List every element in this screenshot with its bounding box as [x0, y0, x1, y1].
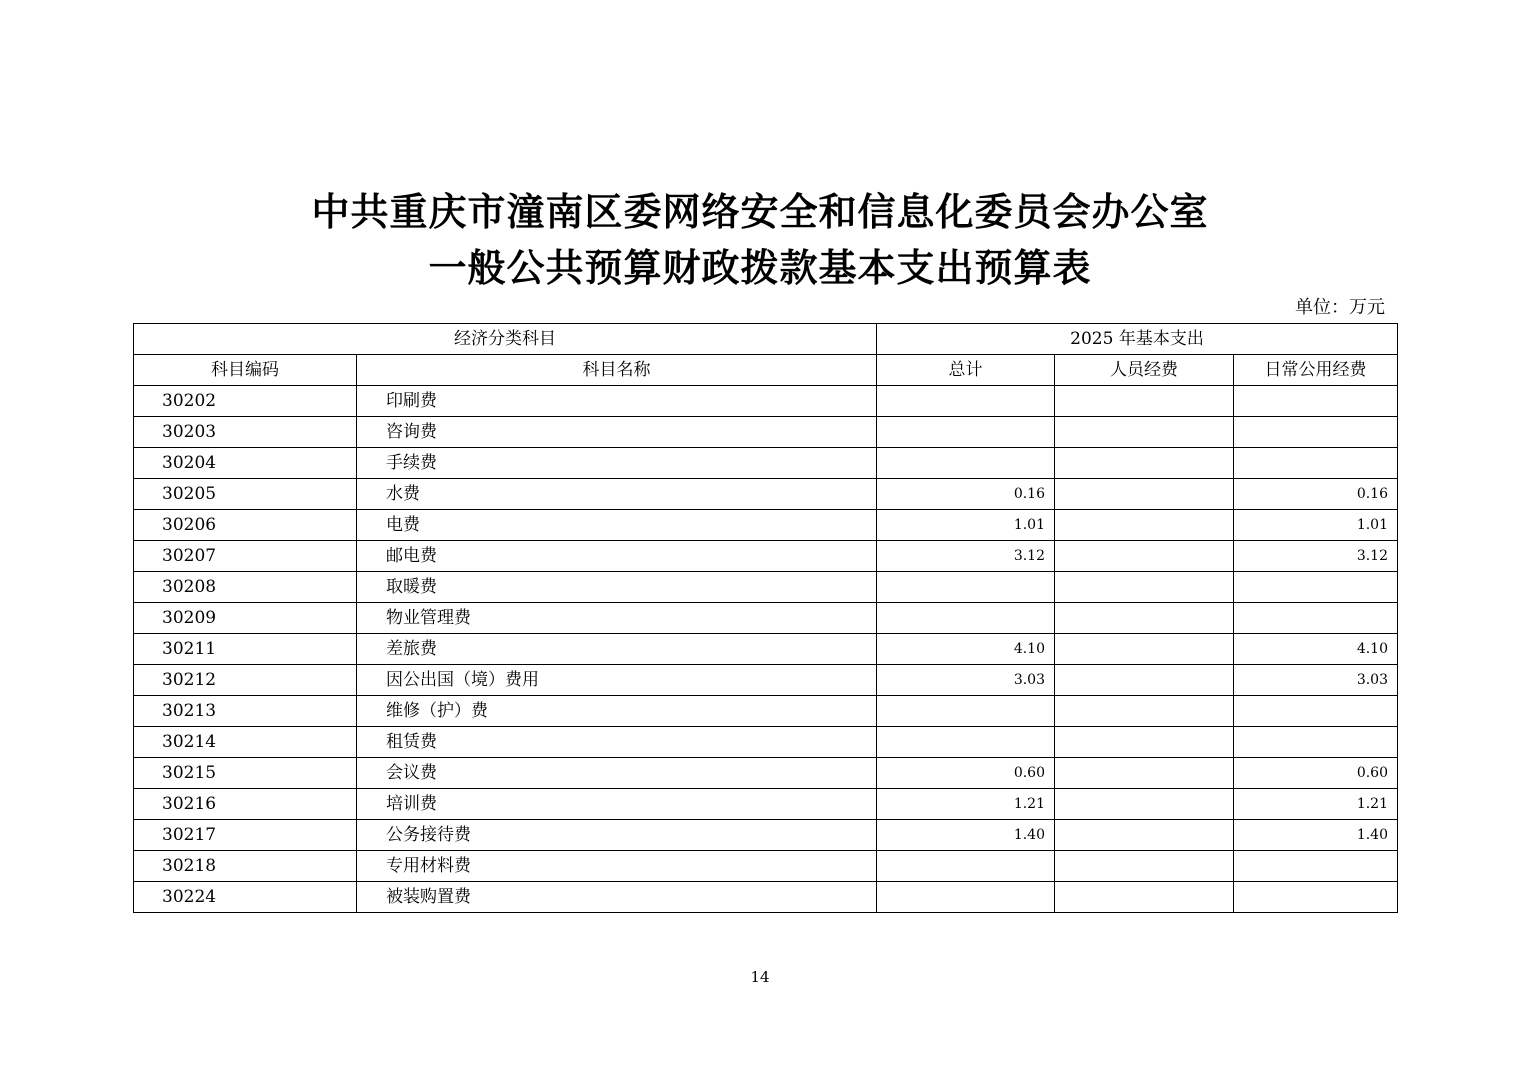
cell-total: [877, 727, 1055, 758]
cell-name: 专用材料费: [357, 851, 877, 882]
cell-personnel: [1055, 758, 1234, 789]
cell-public: [1234, 417, 1398, 448]
cell-public: 3.03: [1234, 665, 1398, 696]
cell-public: [1234, 696, 1398, 727]
cell-code: 30213: [134, 696, 357, 727]
cell-total: [877, 572, 1055, 603]
cell-code: 30207: [134, 541, 357, 572]
cell-total: [877, 603, 1055, 634]
cell-total: 0.60: [877, 758, 1055, 789]
cell-code: 30208: [134, 572, 357, 603]
cell-code: 30202: [134, 386, 357, 417]
cell-personnel: [1055, 789, 1234, 820]
cell-name: 公务接待费: [357, 820, 877, 851]
cell-public: 0.16: [1234, 479, 1398, 510]
table-row: [134, 758, 1398, 789]
cell-personnel: [1055, 479, 1234, 510]
table-row: [134, 696, 1398, 727]
cell-name: 被装购置费: [357, 882, 877, 913]
cell-public: 3.12: [1234, 541, 1398, 572]
cell-personnel: [1055, 820, 1234, 851]
cell-code: 30205: [134, 479, 357, 510]
cell-personnel: [1055, 665, 1234, 696]
cell-name: 印刷费: [357, 386, 877, 417]
header-code: 科目编码: [134, 355, 357, 386]
cell-total: 4.10: [877, 634, 1055, 665]
cell-public: 1.40: [1234, 820, 1398, 851]
header-public: 日常公用经费: [1234, 355, 1398, 386]
table-row: [134, 386, 1398, 417]
cell-total: [877, 386, 1055, 417]
cell-code: 30203: [134, 417, 357, 448]
cell-name: 水费: [357, 479, 877, 510]
column-header-row: [134, 355, 1398, 386]
cell-total: 1.01: [877, 510, 1055, 541]
header-personnel: 人员经费: [1055, 355, 1234, 386]
cell-public: [1234, 386, 1398, 417]
document-title-line1: 中共重庆市潼南区委网络安全和信息化委员会办公室: [311, 189, 1209, 234]
cell-name: 手续费: [357, 448, 877, 479]
cell-personnel: [1055, 386, 1234, 417]
cell-name: 维修（护）费: [357, 696, 877, 727]
cell-public: [1234, 572, 1398, 603]
cell-code: 30224: [134, 882, 357, 913]
cell-personnel: [1055, 448, 1234, 479]
table-row: [134, 665, 1398, 696]
cell-public: [1234, 727, 1398, 758]
page-number: 14: [750, 968, 770, 986]
cell-public: [1234, 882, 1398, 913]
cell-total: [877, 851, 1055, 882]
cell-name: 电费: [357, 510, 877, 541]
cell-personnel: [1055, 727, 1234, 758]
cell-code: 30206: [134, 510, 357, 541]
cell-public: 0.60: [1234, 758, 1398, 789]
cell-personnel: [1055, 572, 1234, 603]
cell-total: 1.40: [877, 820, 1055, 851]
cell-public: 4.10: [1234, 634, 1398, 665]
cell-total: [877, 696, 1055, 727]
cell-name: 因公出国（境）费用: [357, 665, 877, 696]
cell-public: [1234, 603, 1398, 634]
header-basic-expense: 2025 年基本支出: [877, 324, 1398, 355]
cell-name: 取暖费: [357, 572, 877, 603]
cell-total: 1.21: [877, 789, 1055, 820]
cell-code: 30217: [134, 820, 357, 851]
cell-name: 物业管理费: [357, 603, 877, 634]
table-row: [134, 603, 1398, 634]
cell-personnel: [1055, 851, 1234, 882]
cell-public: 1.21: [1234, 789, 1398, 820]
cell-personnel: [1055, 510, 1234, 541]
table-body: [134, 386, 1398, 913]
table-row: [134, 541, 1398, 572]
cell-name: 差旅费: [357, 634, 877, 665]
table-row: [134, 448, 1398, 479]
header-total: 总计: [877, 355, 1055, 386]
table-row: [134, 789, 1398, 820]
cell-name: 租赁费: [357, 727, 877, 758]
table-row: [134, 479, 1398, 510]
table-row: [134, 851, 1398, 882]
table-row: [134, 572, 1398, 603]
document-title-line2: 一般公共预算财政拨款基本支出预算表: [428, 245, 1092, 290]
cell-total: [877, 882, 1055, 913]
cell-name: 会议费: [357, 758, 877, 789]
cell-personnel: [1055, 634, 1234, 665]
cell-total: [877, 417, 1055, 448]
cell-total: 3.12: [877, 541, 1055, 572]
table-row: [134, 510, 1398, 541]
cell-public: 1.01: [1234, 510, 1398, 541]
group-header-row: [134, 324, 1398, 355]
unit-label: 单位：万元: [1295, 297, 1385, 318]
cell-code: 30211: [134, 634, 357, 665]
cell-code: 30212: [134, 665, 357, 696]
header-name: 科目名称: [357, 355, 877, 386]
cell-total: 0.16: [877, 479, 1055, 510]
cell-name: 培训费: [357, 789, 877, 820]
cell-code: 30214: [134, 727, 357, 758]
cell-personnel: [1055, 696, 1234, 727]
cell-personnel: [1055, 882, 1234, 913]
budget-table: [133, 323, 1398, 913]
cell-code: 30209: [134, 603, 357, 634]
header-econ-class: 经济分类科目: [134, 324, 877, 355]
cell-public: [1234, 448, 1398, 479]
table-row: [134, 820, 1398, 851]
table-row: [134, 634, 1398, 665]
cell-code: 30215: [134, 758, 357, 789]
cell-personnel: [1055, 603, 1234, 634]
cell-code: 30218: [134, 851, 357, 882]
cell-total: 3.03: [877, 665, 1055, 696]
cell-total: [877, 448, 1055, 479]
table-row: [134, 417, 1398, 448]
cell-code: 30204: [134, 448, 357, 479]
cell-code: 30216: [134, 789, 357, 820]
cell-name: 咨询费: [357, 417, 877, 448]
cell-personnel: [1055, 417, 1234, 448]
table-row: [134, 727, 1398, 758]
table-row: [134, 882, 1398, 913]
cell-name: 邮电费: [357, 541, 877, 572]
cell-personnel: [1055, 541, 1234, 572]
cell-public: [1234, 851, 1398, 882]
